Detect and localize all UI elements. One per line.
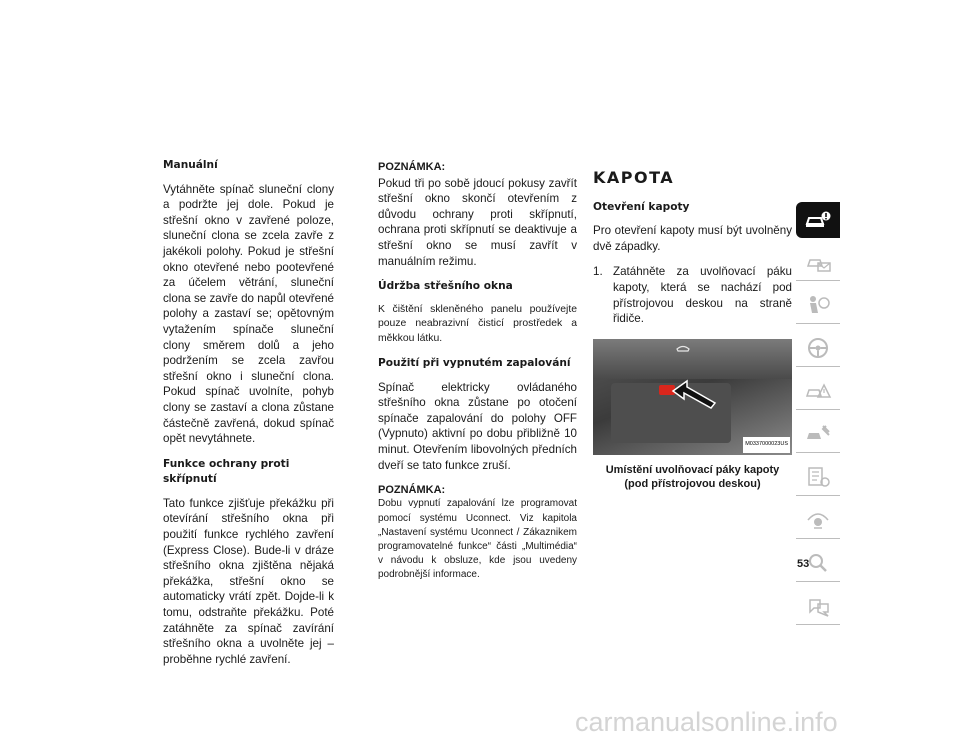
warning-lights-icon (804, 250, 832, 274)
paragraph-pinch-protection: Tato funkce zjišťuje překážku při otevírání střešního okna při použití funkce rychlého zavření (Express Close). Bude-li v dráze střešního okna zjištěna nějaká překážka, střešní okno se automaticky vrátí zpět. Dojde-li k tomu, odstraňte překážku. Poté zatáhněte za spínač zavírání střešního okna a uvolněte jej – proběhne rychlé zavření. (163, 496, 334, 666)
steering-wheel-icon (804, 336, 832, 360)
step-text: Zatáhněte za uvolňovací páku kapoty, která se nachází pod přístrojovou deskou na straně řidiče. (613, 265, 792, 326)
watermark: carmanualsonline.info (575, 707, 838, 737)
page-number: 53 (797, 558, 810, 570)
tab-multimedia[interactable] (796, 502, 840, 539)
languages-icon (804, 594, 832, 618)
paragraph-opening-hood: Pro otevření kapoty musí být uvolněny dvě západky. (593, 224, 792, 253)
tab-driving[interactable] (796, 330, 840, 367)
photo-caption (593, 463, 792, 491)
note-text-1: Pokud tři po sobě jdoucí pokusy zavřít střešní okno skončí otevřením z důvodu ochrany proti skřípnutí, ochrana proti skřípnutí se deaktivuje a střešní okno se musí zavřít v manuálním režimu. (378, 176, 577, 268)
car-service-icon (804, 422, 832, 446)
right-column (593, 158, 792, 491)
heading-opening-hood: Otevření kapoty (593, 200, 690, 213)
note-title-1: POZNÁMKA: (378, 161, 446, 173)
steps-list (593, 264, 792, 326)
left-column (163, 158, 334, 677)
hood-release-photo (593, 339, 792, 455)
note-title-2: POZNÁMKA: (378, 484, 446, 497)
photo-code: M0337000023US (743, 437, 790, 453)
car-info-icon (804, 208, 832, 232)
multimedia-icon (804, 508, 832, 532)
caption-line-1: Umístění uvolňovací páky kapoty (605, 463, 780, 476)
note-block-2 (378, 483, 577, 582)
middle-column (378, 158, 577, 593)
section-title: KAPOTA (593, 168, 675, 187)
note-text-2: Dobu vypnutí zapalování lze programovat pomocí systému Uconnect. Viz kapitola „Nastavení systému Uconnect / Zákaznikem programovatelné funkce“ části „Multimédia“ v návodu k obsluze, kde jsou uvedeny podrobnější informace. (378, 498, 577, 581)
note-block-1 (378, 160, 577, 269)
safety-airbag-icon (804, 293, 832, 317)
hood-open-icon (675, 343, 691, 353)
tab-car-info[interactable] (796, 202, 840, 238)
paragraph-maintenance: K čištění skleněného panelu používejte pouze neabrazivní čisticí prostředek a měkkou látku. (378, 303, 577, 344)
heading-pinch-protection: Funkce ochrany proti skřípnutí (163, 457, 290, 486)
tab-safety[interactable] (796, 287, 840, 324)
arrow-pointer-icon (671, 379, 717, 409)
heading-manual: Manuální (163, 159, 218, 171)
caption-line-2: (pod přístrojovou deskou) (624, 477, 761, 490)
dashboard-shape (593, 339, 792, 379)
tab-languages[interactable] (796, 588, 840, 625)
tab-warning-lights[interactable] (796, 244, 840, 281)
paragraph-manual: Vytáhněte spínač sluneční clony a podržte jej dole. Pokud je střešní okno v zavřené poloze, sluneční clona se zcela zavře z jakékoli polohy. Pokud je střešní okno otevřené nebo pootevřené za účelem větrání, sluneční clona se zavře do napůl otevřené polohy a zastaví se; opětovným vytažením spínače sluneční clony směrem dolů a jeho podržením se zcela zavřou střešní okno i sluneční clona. Pokud spínač uvolníte, pohyb clony se zastaví a clona zůstane částečně zavřená, dokud spínač opět nevytáhnete. (163, 182, 334, 446)
paragraph-ignition-off: Spínač elektricky ovládaného střešního okna zůstane po otočení spínače zapalování do polohy OFF (Vypnuto) aktivní po dobu přibližně 10 minut. Otevřením libovolných předních dveří se tato funkce zruší. (378, 380, 577, 472)
tab-service[interactable] (796, 416, 840, 453)
specifications-icon (804, 465, 832, 489)
emergency-icon (804, 379, 832, 403)
tab-emergency[interactable] (796, 373, 840, 410)
step-number: 1. (593, 265, 603, 279)
heading-ignition-off: Použití při vypnutém zapalování (378, 356, 571, 369)
heading-maintenance: Údržba střešního okna (378, 280, 513, 293)
tab-specifications[interactable] (796, 459, 840, 496)
list-item (593, 264, 792, 326)
